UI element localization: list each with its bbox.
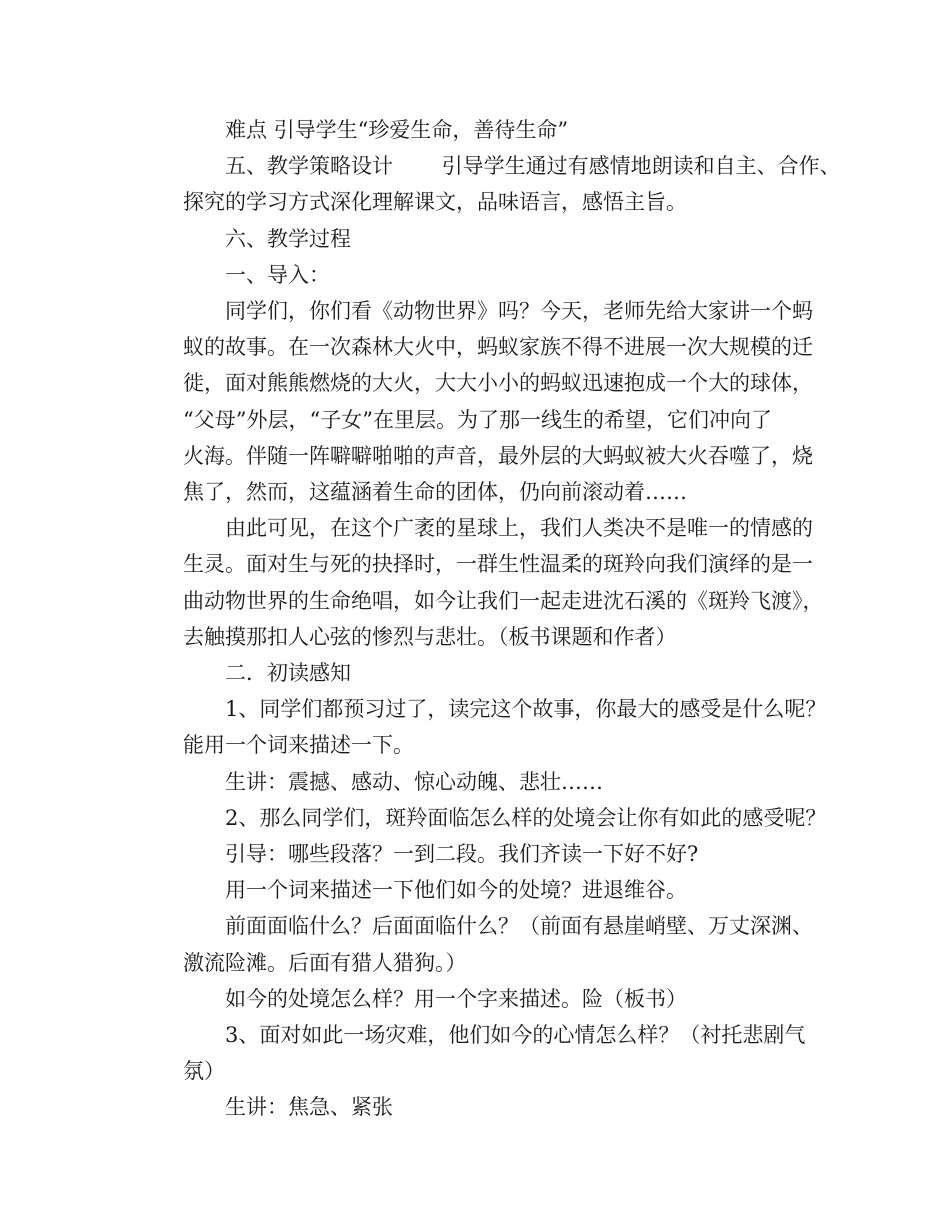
text-line: 生讲：焦急、紧张 [225,1095,393,1120]
paragraph-strategy [141,148,841,220]
text-line: 由此可见，在这个广袤的星球上，我们人类决不是唯一的情感的 [225,516,813,541]
paragraph-guidance [141,836,823,872]
text-line: 如今的处境怎么样？用一个字来描述。险（板书） [225,986,687,1011]
text-line: 六、教学过程 [225,226,351,251]
paragraph-ant-story [141,293,823,510]
text-line: 氛） [183,1059,225,1084]
paragraph-question-1 [141,691,827,763]
text-line: 难点 引导学生“珍爱生命，善待生命” [225,118,569,142]
text-line: 1、同学们都预习过了，读完这个故事，你最大的感受是什么呢？ [225,697,827,722]
text-line: 曲动物世界的生命绝唱，如今让我们一起走进沈石溪的《斑羚飞渡》， [183,588,824,613]
section-heading-intro [141,257,823,293]
text-line: 火海。伴随一阵噼噼啪啪的声音，最外层的大蚂蚁被大火吞噬了，烧 [183,443,813,468]
text-line: 一、导入： [225,262,330,287]
text-line: 五、教学策略设计 引导学生通过有感情地朗读和自主、合作、 [225,154,841,179]
text-line: 生讲：震撼、感动、惊心动魄、悲壮…… [225,769,603,794]
text-line: 蚁的故事。在一次森林大火中，蚂蚁家族不得不进展一次大规模的迁 [183,335,813,360]
text-line: 前面面临什么？后面面临什么？（前面有悬崖峭壁、万丈深渊、 [225,914,813,939]
paragraph-transition [141,510,823,655]
paragraph-danger [141,981,823,1017]
text-line: 用一个词来描述一下他们如今的处境？进退维谷。 [225,878,687,903]
paragraph-student-answer-3 [141,1089,823,1125]
section-heading-process [141,221,823,257]
paragraph-question-2 [141,800,827,836]
text-line: 引导：哪些段落？一到二段。我们齐读一下好不好? [225,842,699,867]
text-line: 生灵。面对生与死的抉择时，一群生性温柔的斑羚向我们演绎的是一 [183,552,813,577]
text-line: 同学们，你们看《动物世界》吗？今天，老师先给大家讲一个蚂 [225,299,813,324]
text-line: 二．初读感知 [225,661,351,686]
text-line: 3、面对如此一场灾难，他们如今的心情怎么样？（衬托悲剧气 [225,1023,806,1048]
text-line: 探究的学习方式深化理解课文，品味语言，感悟主旨。 [183,190,687,215]
text-line: “父母”外层，“子女”在里层。为了那一线生的希望，它们冲向了 [183,407,772,432]
paragraph-student-answer-1 [141,764,823,800]
paragraph-situation [141,872,823,908]
text-line: 能用一个词来描述一下。 [183,733,414,758]
text-line: 去触摸那扣人心弦的惨烈与悲壮。（板书课题和作者） [183,624,677,649]
text-line: 激流险滩。后面有猎人猎狗。） [183,950,467,975]
section-heading-first-reading [141,655,823,691]
document-body [141,112,841,1126]
paragraph-question-3 [141,1017,823,1089]
paragraph-difficulty [141,112,823,148]
text-line: 2、那么同学们，斑羚面临怎么样的处境会让你有如此的感受呢？ [225,805,827,830]
paragraph-front-back [141,908,823,980]
text-line: 焦了，然而，这蕴涵着生命的团体，仍向前滚动着…… [183,480,687,505]
text-line: 徙，面对熊熊燃烧的大火，大大小小的蚂蚁迅速抱成一个大的球体， [183,371,813,396]
